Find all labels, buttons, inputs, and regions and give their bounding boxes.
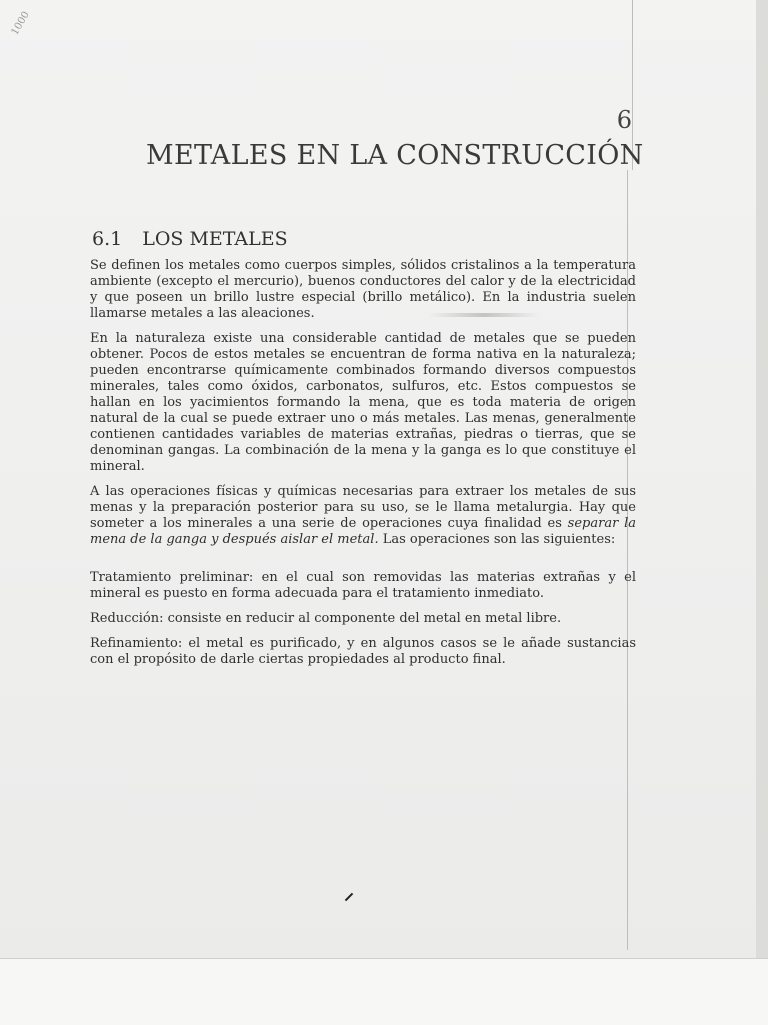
scan-mark: 1000: [9, 9, 32, 38]
paragraph-text: Las operaciones son las siguientes:: [382, 532, 616, 547]
operation-item: Tratamiento preliminar: en el cual son removidas las materias extrañas y el mineral es puesto en forma adecuada para el tratamiento inmediato.: [90, 570, 636, 601]
paragraph: Se definen los metales como cuerpos simples, sólidos cristalinos a la temperatura ambiente (excepto el mercurio), buenos conductores del calor y de la electricidad y que poseen un brillo lustre especial (brillo metálico). En la industria suelen llamarse metales a las aleaciones.: [90, 258, 636, 321]
chapter-title: METALES EN LA CONSTRUCCIÓN: [146, 140, 644, 171]
paragraph-text: A las operaciones físicas y químicas necesarias para extraer los metales de sus menas y la preparación posterior para su uso, se le llama metalurgia. Hay que someter a los minerales a una serie de operaciones cuya finalidad es: [90, 484, 636, 531]
body-text: [90, 258, 636, 677]
chapter-number: 6: [616, 106, 632, 134]
operation-item: Reducción: consiste en reducir al componente del metal en metal libre.: [90, 611, 562, 626]
section-heading: [92, 228, 288, 250]
section-title: LOS METALES: [142, 228, 288, 250]
operation-item: Refinamiento: el metal es purificado, y en algunos casos se le añade sustancias con el propósito de darle ciertas propiedades al producto final.: [90, 636, 636, 667]
scan-margin: [0, 958, 768, 1025]
paragraph-italic: separar la mena de la ganga y después aislar el metal.: [90, 516, 636, 547]
scan-edge: [756, 0, 768, 958]
paragraph: [90, 484, 636, 548]
paragraph: En la naturaleza existe una considerable cantidad de metales que se pueden obtener. Pocos de estos metales se encuentran de forma nativa en la naturaleza; pueden encontrarse químicamente combinados formando diversos compuestos minerales, tales como óxidos, carbonatos, sulfuros, etc. Estos compuestos se hallan en los yacimientos formando la mena, que es toda materia de origen natural de la cual se puede extraer uno o más metales. Las menas, generalmente contienen cantidades variables de materias extrañas, piedras o tierras, que se denominan gangas. La combinación de la mena y la ganga es lo que constituye el mineral.: [90, 331, 636, 474]
section-number: 6.1: [92, 228, 123, 250]
